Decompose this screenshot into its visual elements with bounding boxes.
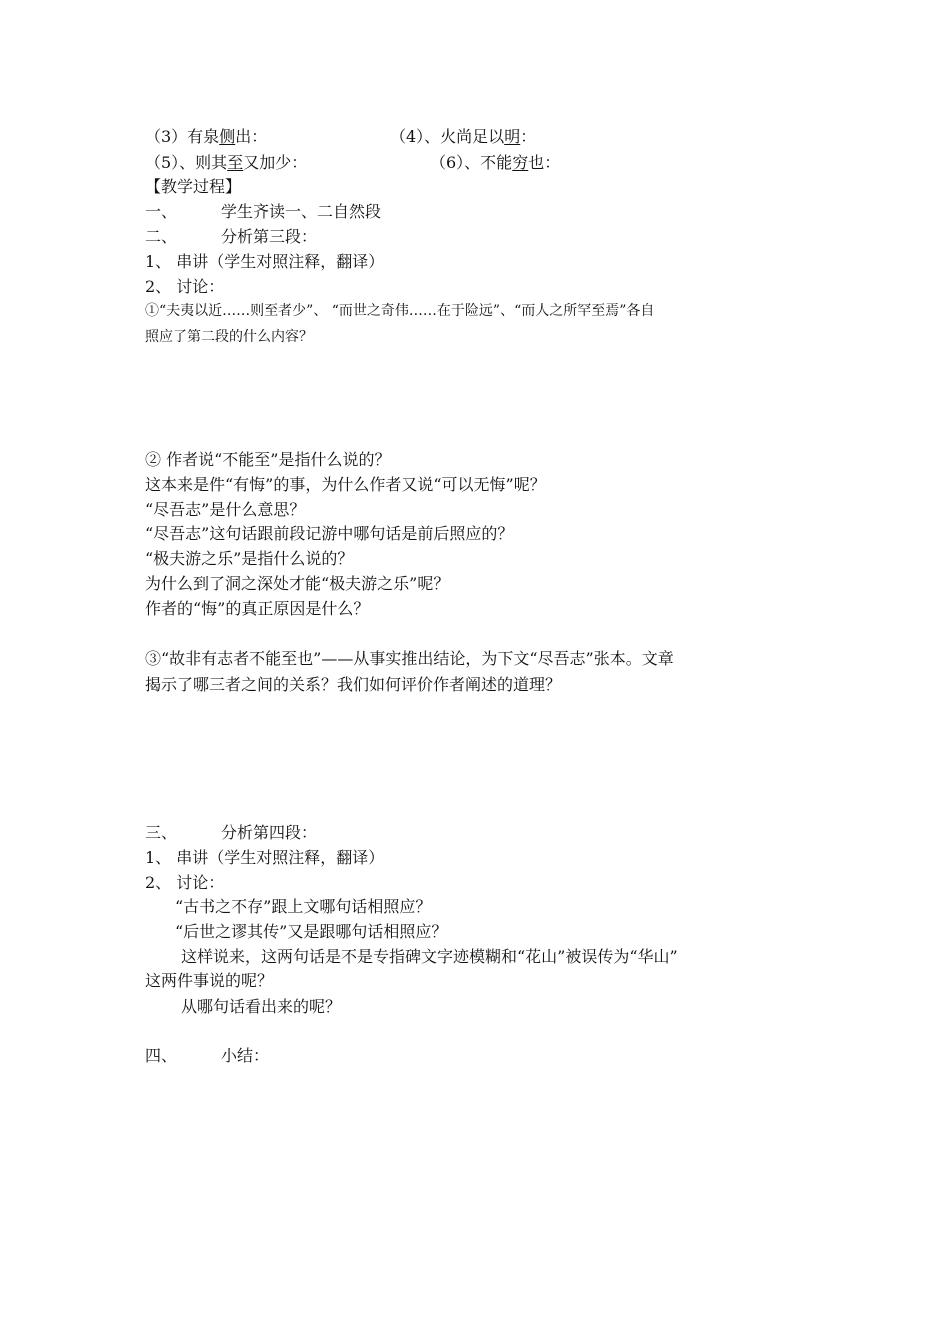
question-2-line: 这本来是件“有悔”的事，为什么作者又说“可以无悔”呢？ <box>145 475 546 494</box>
question-2-line: “极夫游之乐”是指什么说的？ <box>145 549 354 568</box>
discussion-2: “后世之谬其传”又是跟哪句话相照应？ <box>175 922 448 941</box>
section-2-item-1: 1、 串讲（学生对照注释，翻译） <box>145 252 385 271</box>
vocab-item-4-key: 明 <box>504 127 521 146</box>
vocab-item-4 <box>390 126 536 148</box>
vocab-item-5-prefix: （5）、则其 <box>145 153 228 172</box>
vocab-item-5-key: 至 <box>227 153 244 172</box>
section-2 <box>145 226 317 248</box>
vocab-item-5 <box>145 152 307 174</box>
question-3-line-2: 揭示了哪三者之间的关系？我们如何评价作者阐述的道理？ <box>145 675 562 694</box>
vocab-item-6 <box>430 152 560 174</box>
question-2-line: 为什么到了洞之深处才能“极夫游之乐”呢？ <box>145 574 450 593</box>
discussion-1: “古书之不存”跟上文哪句话相照应？ <box>175 897 432 916</box>
vocab-item-6-key: 穷 <box>512 153 529 172</box>
section-3-item-1: 1、 串讲（学生对照注释，翻译） <box>145 848 385 867</box>
vocab-item-3-prefix: （3）有泉 <box>145 127 220 146</box>
section-3-text: 分析第四段： <box>221 823 318 842</box>
section-3 <box>145 822 317 844</box>
discussion-3-line-2: 这两件事说的呢？ <box>145 971 274 990</box>
section-4-text: 小结： <box>221 1046 270 1065</box>
section-2-text: 分析第三段： <box>221 227 318 246</box>
section-4 <box>145 1045 269 1067</box>
vocab-item-4-prefix: （4）、火尚足以 <box>390 127 505 146</box>
question-1-line-1: ①“夫夷以近……则至者少”、 “而世之奇伟……在于险远”、“而人之所罕至焉”各自 <box>145 303 655 319</box>
vocab-item-3-key: 侧 <box>219 127 236 146</box>
question-2-line: 作者的“悔”的真正原因是什么？ <box>145 599 370 618</box>
section-2-number: 二、 <box>145 227 178 246</box>
discussion-3-line-1: 这样说来，这两句话是不是专指碑文字迹模糊和“花山”被误传为“华山” <box>181 947 678 966</box>
vocab-item-6-prefix: （6）、不能 <box>430 153 513 172</box>
process-heading: 【教学过程】 <box>145 177 242 196</box>
vocab-item-6-suffix: 也： <box>528 153 561 172</box>
section-1 <box>145 201 381 223</box>
question-3-line-1: ③“故非有志者不能至也”——从事实推出结论，为下文“尽吾志”张本。文章 <box>145 649 674 668</box>
vocab-item-5-suffix: 又加少： <box>243 153 308 172</box>
section-4-number: 四、 <box>145 1046 178 1065</box>
discussion-4: 从哪句话看出来的呢？ <box>181 997 342 1016</box>
section-1-number: 一、 <box>145 202 178 221</box>
section-1-text: 学生齐读一、二自然段 <box>221 202 382 221</box>
question-2-line: “尽吾志”这句话跟前段记游中哪句话是前后照应的？ <box>145 524 514 543</box>
section-3-item-2: 2、 讨论： <box>145 873 225 892</box>
question-2-line: “尽吾志”是什么意思？ <box>145 500 306 519</box>
vocab-item-3-suffix: 出： <box>235 127 268 146</box>
question-2-line: ② 作者说“不能至”是指什么说的？ <box>145 450 391 469</box>
vocab-item-3 <box>145 126 267 148</box>
section-2-item-2: 2、 讨论： <box>145 277 225 296</box>
section-3-number: 三、 <box>145 823 178 842</box>
question-1-line-2: 照应了第二段的什么内容？ <box>145 329 313 345</box>
vocab-item-4-suffix: ： <box>520 127 537 146</box>
